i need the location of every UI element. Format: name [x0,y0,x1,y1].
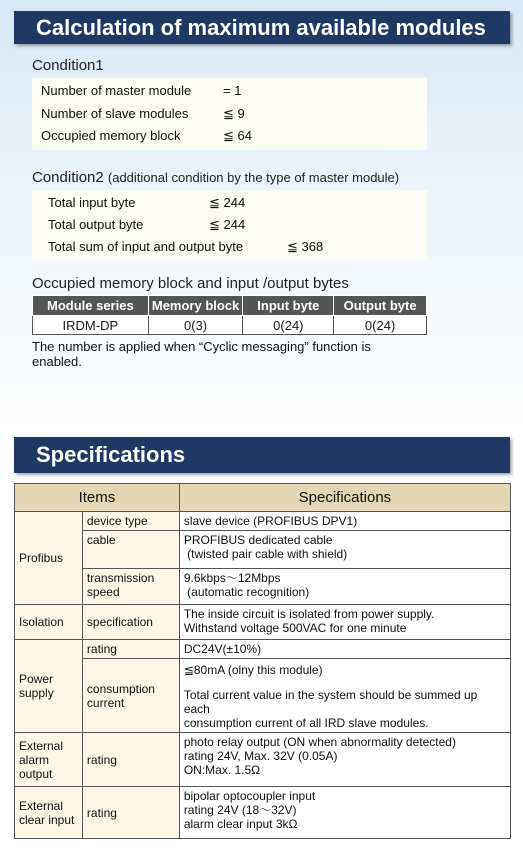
item-label [82,569,179,605]
condition-label: Total output byte [48,217,144,232]
table-row [15,640,511,659]
category-power-supply [15,640,83,733]
category-line: Power [19,672,54,686]
condition-label: Number of master module [41,83,192,98]
memory-note: The number is applied when “Cyclic messaging” function is enabled. [32,339,371,369]
category-line: supply [19,686,54,700]
item-label: rating [82,787,179,839]
item-value: DC24V(±10%) [179,640,510,659]
value-line: rating 24V (18～32V) [183,803,297,817]
value-line: bipolar optocoupler input [183,789,316,803]
label-line: transmission [86,571,155,585]
column-header-items: Items [15,484,180,512]
condition2-title [32,169,399,186]
column-header: Output byte [334,296,427,316]
condition-value: ≦ 244 [209,217,246,232]
category-external-alarm-output [15,733,83,787]
item-value [179,531,510,569]
value-line: Total current value in the system should be summed up each [183,688,478,716]
condition-value: ≦ 64 [223,128,252,143]
value-line: (twisted pair cable with shield) [183,547,348,561]
category-line: External [19,738,64,753]
condition-value: = 1 [223,83,242,98]
value-line: photo relay output (ON when abnormality detected) [183,735,456,749]
item-label: cable [82,531,179,569]
table-row [15,733,511,787]
value-line: 9.6kbps～12Mbps [183,571,281,585]
value-line: (automatic recognition) [183,585,310,599]
condition-label: Occupied memory block [41,128,181,143]
condition1-box [32,78,427,150]
category-isolation: Isolation [15,605,83,640]
category-line: output [19,766,53,781]
condition-label: Total sum of input and output byte [48,239,244,254]
table-row [15,659,511,733]
condition2-note: (additional condition by the type of master module) [107,170,400,185]
category-line: alarm [19,752,50,767]
table-header-row [33,296,427,316]
item-value [179,733,510,787]
column-header: Module series [33,296,149,316]
item-value: slave device (PROFIBUS DPV1) [179,512,510,531]
value-line: rating 24V, Max. 32V (0.05A) [183,749,338,763]
category-line: External [19,798,64,813]
category-profibus: Profibus [15,512,83,605]
column-header: Memory block [148,296,243,316]
value-line: ON:Max. 1.5Ω [183,763,261,777]
table-header-row [15,484,511,512]
condition-value: ≦ 244 [209,195,246,210]
condition-value: ≦ 368 [287,239,324,254]
table-row [15,512,511,531]
label-line: current [86,695,125,710]
item-label: device type [82,512,179,531]
item-value [179,605,510,640]
specifications-table [14,483,511,839]
item-label: rating [82,733,179,787]
category-external-clear-input [15,787,83,839]
table-cell: 0(3) [148,316,243,335]
table-row [15,605,511,640]
condition1-title: Condition1 [32,57,104,74]
table-row [15,531,511,569]
section-title: Specifications [36,442,186,467]
category-line: clear input [19,812,75,827]
table-cell: IRDM-DP [33,316,149,335]
condition-label: Number of slave modules [41,106,189,121]
item-label [82,659,179,733]
condition-label: Total input byte [48,195,136,210]
label-line: speed [86,585,120,599]
memory-title: Occupied memory block and input /output bytes [32,275,349,292]
item-label: rating [82,640,179,659]
table-cell: 0(24) [334,316,427,335]
table-cell: 0(24) [243,316,334,335]
section-title-bar [14,11,510,44]
label-line: consumption [86,681,155,696]
section-title: Calculation of maximum available modules [36,14,486,40]
item-value [179,569,510,605]
section-title-bar [14,437,510,473]
value-line: alarm clear input 3kΩ [183,817,298,831]
value-line: Withstand voltage 500VAC for one minute [183,621,407,635]
value-line: The inside circuit is isolated from power supply. [183,607,435,621]
value-line: PROFIBUS dedicated cable [183,533,333,547]
table-row [15,569,511,605]
item-value [179,659,510,733]
column-header: Input byte [243,296,334,316]
item-label: specification [82,605,179,640]
condition-value: ≦ 9 [223,106,245,121]
condition2-box [32,190,427,260]
condition2-title-text: Condition2 [32,169,104,186]
memory-table [32,295,427,335]
table-row [15,787,511,839]
column-header-specifications: Specifications [179,484,510,512]
value-line: ≦80mA (olny this module) [183,663,323,677]
table-row [33,316,427,335]
item-value [179,787,510,839]
value-line: consumption current of all IRD slave modules. [183,716,429,730]
